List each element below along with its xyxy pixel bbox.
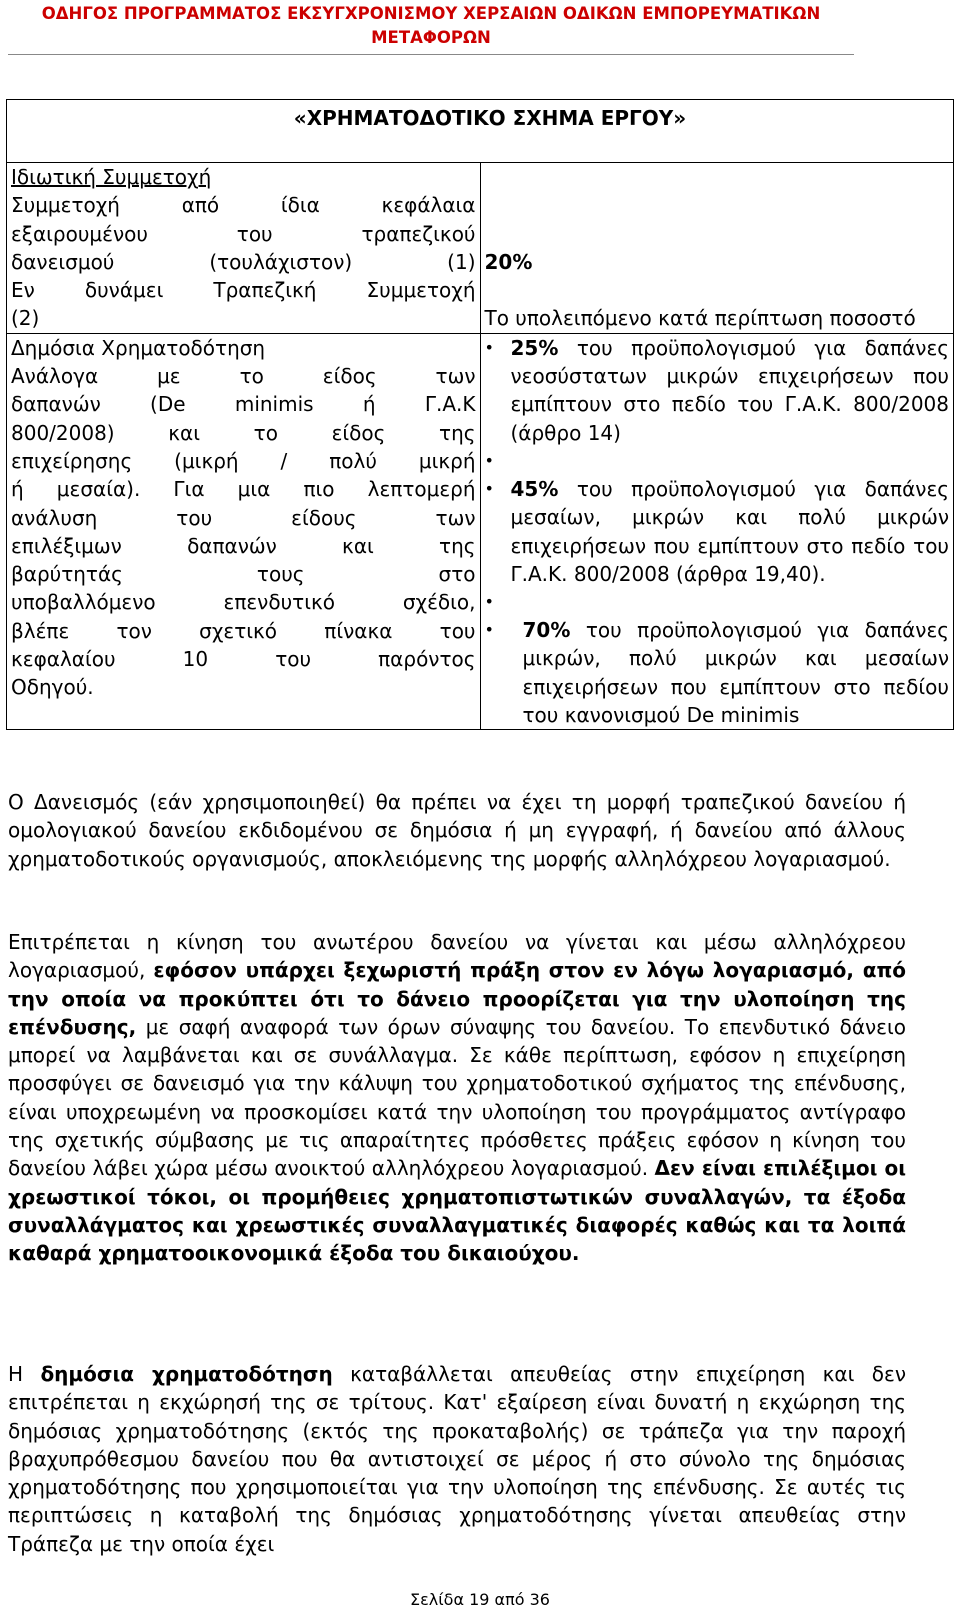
funding-rate-list (485, 334, 950, 730)
table-title-cell (7, 100, 954, 163)
public-line: Οδηγού. (11, 675, 94, 700)
funding-rate-text: του προϋπολογισμού για δαπάνες μικρών, πολύ μικρών και μεσαίων επιχειρήσεων που εμπίπτουν στο πεδίου του κανονισμού De minimis (522, 618, 949, 728)
public-line: επιλέξιμων δαπανών και της (11, 533, 476, 558)
funding-rate-percent: 25% (510, 335, 559, 360)
private-line: Εν δυνάμει Τραπεζική Συμμετοχή (11, 278, 476, 303)
private-percent-cell (480, 163, 954, 334)
public-percentages-cell (480, 333, 954, 730)
public-line: δαπανών (De minimis ή Γ.Α.Κ (11, 392, 476, 417)
document-header (8, 2, 854, 55)
paragraph-text: Ο Δανεισμός (εάν χρησιμοποιηθεί) θα πρέπει να έχει τη μορφή τραπεζικού δανείου ή ομολογιακού δανείου εκδιδομένου σε δημόσια ή μη εγγραφή, ή δανείου από άλλους χρηματοδοτικούς οργανισμούς, αποκλειόμενης της μορφής αλληλόχρεου λογαριασμού. (8, 790, 906, 871)
public-line: βλέπε τον σχετικό πίνακα του (11, 618, 476, 643)
paragraph-bold-text: δημόσια χρηματοδότηση (40, 1362, 333, 1386)
private-participation-heading: Ιδιωτική Συμμετοχή (11, 165, 212, 189)
public-funding-heading: Δημόσια Χρηματοδότηση (11, 335, 266, 360)
funding-rate-text: του προϋπολογισμού για δαπάνες μεσαίων, μικρών και πολύ μικρών επιχειρήσεων που εμπίπτουν στο πεδίο του Γ.Α.Κ. 800/2008 (άρθρα 19,40). (510, 476, 949, 586)
list-spacer (511, 588, 950, 616)
funding-rate-percent: 70% (522, 618, 571, 643)
private-line: δανεισμού (τουλάχιστον) (1) (11, 249, 476, 274)
private-line: Συμμετοχή από ίδια κεφάλαια (11, 193, 476, 218)
funding-rate-item (511, 334, 950, 447)
public-line: βαρύτητάς τους στο (11, 562, 476, 587)
public-funding-paragraph (8, 1360, 906, 1558)
public-line: επιχείρησης (μικρή / πολύ μικρή (11, 448, 476, 473)
public-line: ή μεσαία). Για μια πιο λεπτομερή (11, 477, 476, 502)
public-line: Ανάλογα με το είδος των (11, 364, 476, 389)
public-line: υποβαλλόμενο επενδυτικό σχέδιο, (11, 590, 476, 615)
public-line: 800/2008) και το είδος της (11, 420, 476, 445)
table-title: «ΧΡΗΜΑΤΟΔΟΤΙΚΟ ΣΧΗΜΑ ΕΡΓΟΥ» (293, 106, 687, 130)
private-participation-cell (7, 163, 481, 334)
private-line: (2) (11, 306, 40, 331)
loan-form-paragraph (8, 788, 906, 873)
funding-rate-item (511, 475, 950, 588)
public-line: κεφαλαίου 10 του παρόντος (11, 647, 476, 672)
paragraph-text: με σαφή αναφορά των όρων σύναψης του δανείου. Το επενδυτικό δάνειο μπορεί να λαμβάνεται και σε συνάλλαγμα. Σε κάθε περίπτωση, εφόσον η επιχείρηση προσφύγει σε δανεισμό για την κάλυψη του χρηματοδοτικού σχήματος της επένδυσης, είναι υποχρεωμένη να προσκομίσει κατά την υλοποίηση του προγράμματος αντίγραφο της σχετικής σύμβασης με τις απαραίτητες πρόσθετες πράξεις εφόσον η κίνηση του δανείου λάβει χώρα μέσω ανοικτού αλληλόχρεου λογαριασμού. (8, 1014, 906, 1181)
private-percent: 20% (484, 250, 533, 275)
header-line-1: ΟΔΗΓΟΣ ΠΡΟΓΡΑΜΜΑΤΟΣ ΕΚΣΥΓΧΡΟΝΙΣΜΟΥ ΧΕΡΣΑΙΩΝ ΟΔΙΚΩΝ ΕΜΠΟΡΕΥΜΑΤΙΚΩΝ (41, 4, 821, 23)
header-line-2: ΜΕΤΑΦΟΡΩΝ (371, 28, 491, 47)
remaining-percentage-note: Το υπολειπόμενο κατά περίπτωση ποσοστό (484, 306, 916, 331)
paragraph-text: καταβάλλεται απευθείας στην επιχείρηση και δεν επιτρέπεται η εκχώρησή της σε τρίτους. Κατ' εξαίρεση είναι δυνατή η εκχώρηση της δημόσιας χρηματοδότησης (εκτός της προκαταβολής) σε τράπεζα για την παροχή βραχυπρόθεσμου δανείου που θα αντιστοιχεί σε μέρος ή στο σύνολο της δημόσιας χρηματοδότησης που χρησιμοποιείται για την υλοποίηση της επένδυσης. Σε αυτές τις περιπτώσεις η καταβολή της δημόσιας χρηματοδότησης γίνεται απευθείας στην Τράπεζα με την οποία έχει (8, 1362, 906, 1556)
funding-rate-item (511, 616, 950, 729)
public-funding-cell (7, 333, 481, 730)
current-account-paragraph (8, 928, 906, 1268)
paragraph-text: Επιτρέπεται η κίνηση του ανωτέρου δανείου να γίνεται και μέσω αλληλόχρεου λογαριασμού, (8, 930, 906, 983)
private-line: εξαιρουμένου του τραπεζικού (11, 221, 476, 246)
list-spacer (511, 447, 950, 475)
paragraph-bold-text: Δεν είναι επιλέξιμοι οι χρεωστικοί τόκοι, οι προμήθειες χρηματοπιστωτικών συναλλαγών, τα έξοδα συναλλάγματος και χρεωστικές συναλλαγματικές διαφορές καθώς και τα λοιπά καθαρά χρηματοοικονομικά έξοδα του δικαιούχου. (8, 1156, 906, 1266)
financing-scheme-table (6, 99, 954, 730)
paragraph-text: Η (8, 1362, 41, 1386)
public-line: ανάλυση του είδους των (11, 505, 476, 530)
funding-rate-percent: 45% (510, 476, 559, 501)
page-number: Σελίδα 19 από 36 (410, 1590, 550, 1609)
paragraph-bold-text: εφόσον υπάρχει ξεχωριστή πράξη στον εν λόγω λογαριασμό, από την οποία να προκύπτει ότι το δάνειο προορίζεται για την υλοποίηση της επένδυσης, (8, 958, 907, 1039)
funding-rate-text: του προϋπολογισμού για δαπάνες νεοσύστατων μικρών επιχειρήσεων που εμπίπτουν στο πεδίο του Γ.Α.Κ. 800/2008 (άρθρο 14) (510, 335, 949, 445)
